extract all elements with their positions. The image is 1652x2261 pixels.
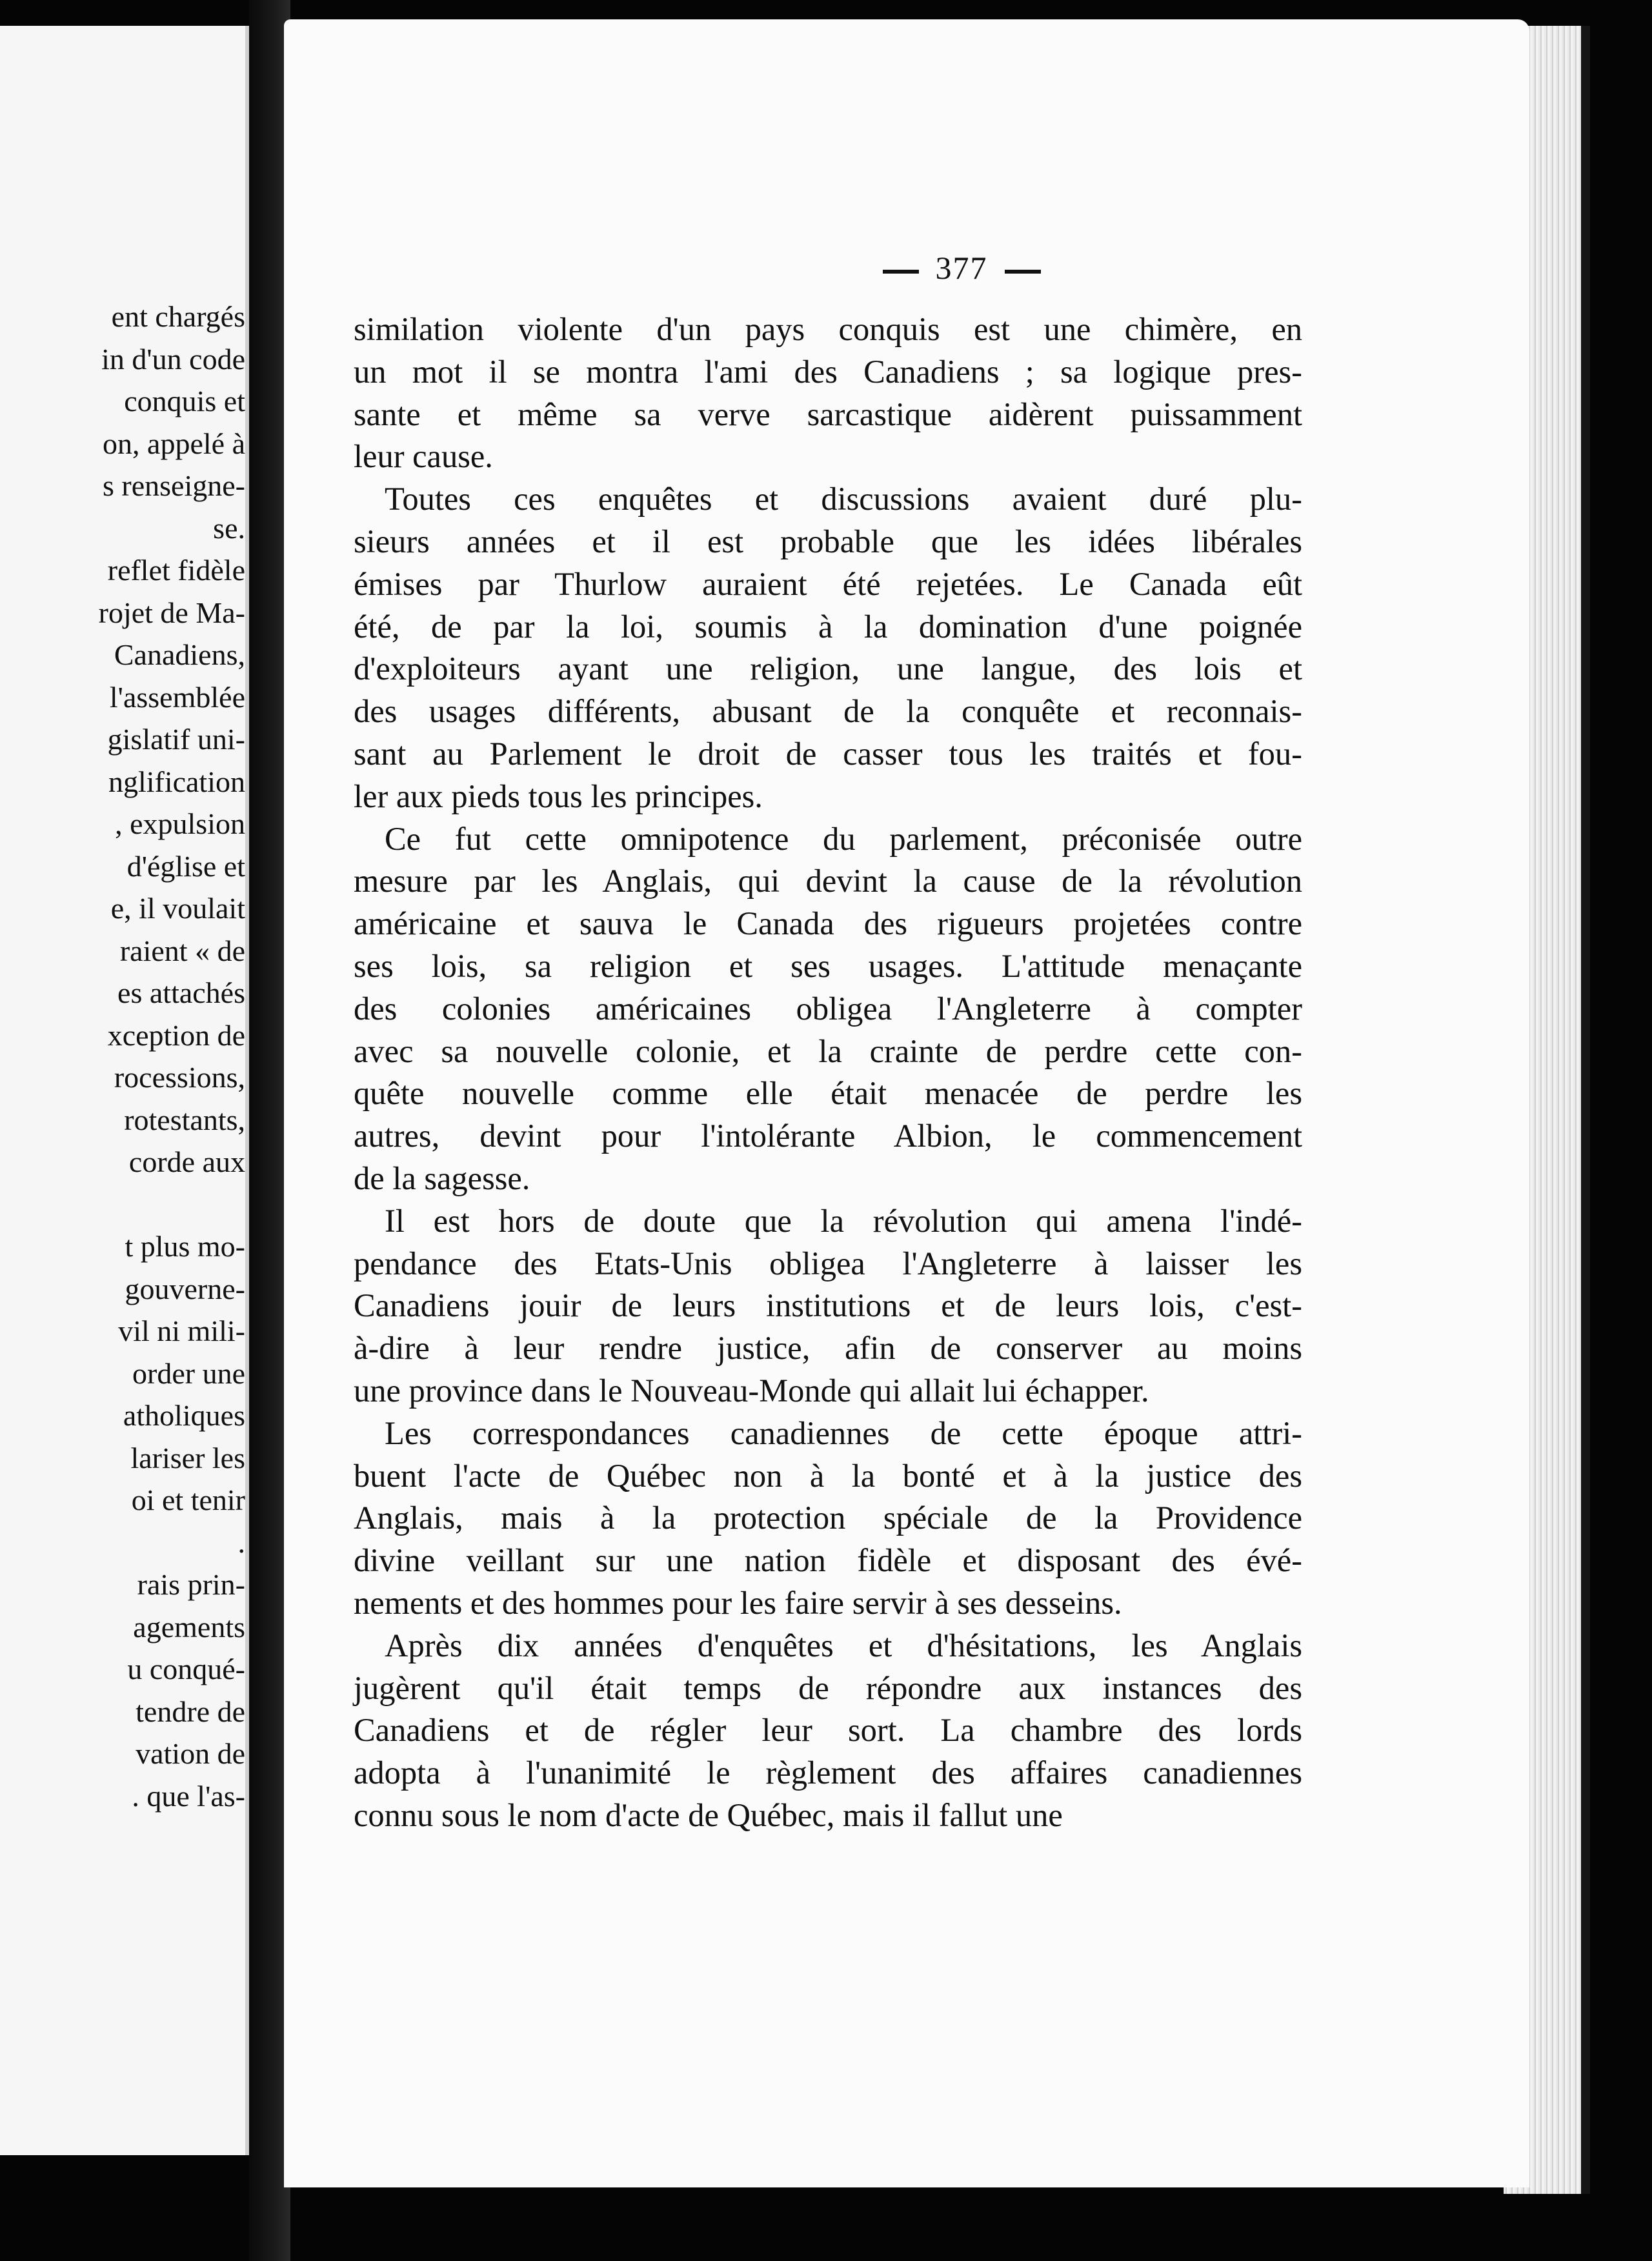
text-line: ses lois, sa religion et ses usages. L'attitude menaçante [354, 947, 1302, 984]
left-page-line: agements [133, 1610, 245, 1643]
left-page-line [0, 1183, 245, 1226]
page-number-dash-right [1005, 270, 1041, 274]
left-page-line: , expulsion [115, 807, 245, 840]
left-page-line: nglification [108, 765, 245, 798]
text-line: été, de par la loi, soumis à la domination d'une poignée [354, 608, 1302, 645]
left-page-line: rocessions, [114, 1061, 245, 1094]
left-page-line: in d'un code [101, 342, 245, 376]
text-line: Les correspondances canadiennes de cette époque attri- [385, 1414, 1302, 1451]
paragraph [354, 818, 1302, 1200]
text-line: Anglais, mais à la protection spéciale de la Providence [354, 1500, 1302, 1536]
left-page-line: . que l'as- [132, 1779, 245, 1813]
text-line: buent l'acte de Québec non à la bonté et à la justice des [354, 1457, 1302, 1494]
text-line: Il est hors de doute que la révolution qui amena l'indé- [385, 1202, 1302, 1239]
left-page-line: reflet fidèle [107, 554, 245, 587]
left-page-line: vation de [136, 1737, 245, 1770]
text-line: pendance des Etats-Unis obligea l'Angleterre à laisser les [354, 1245, 1302, 1281]
text-line: un mot il se montra l'ami des Canadiens ; sa logique pres- [354, 353, 1302, 390]
text-line: autres, devint pour l'intolérante Albion, le commencement [354, 1118, 1302, 1154]
text-line: quête nouvelle comme elle était menacée de perdre les [354, 1075, 1302, 1112]
left-page-line: oi et tenir [131, 1483, 245, 1516]
text-line: des colonies américaines obligea l'Angleterre à compter [354, 990, 1302, 1027]
paragraph [354, 308, 1302, 478]
text-line: de la sagesse. [354, 1160, 530, 1196]
left-page-line: . [237, 1525, 245, 1559]
text-line: sante et même sa verve sarcastique aidèrent puissamment [354, 396, 1302, 432]
text-line: sieurs années et il est probable que les idées libérales [354, 523, 1302, 559]
text-line: d'exploiteurs ayant une religion, une langue, des lois et [354, 650, 1302, 687]
page-number-dash-left [883, 270, 919, 274]
left-page-fragment [0, 26, 249, 2155]
paragraph [354, 478, 1302, 818]
body-text [354, 308, 1302, 1837]
left-page-line: tendre de [136, 1694, 245, 1728]
left-page-line: raient « de [119, 934, 245, 967]
text-line: divine veillant sur une nation fidèle et disposant des évé- [354, 1542, 1302, 1579]
text-line: à-dire à leur rendre justice, afin de conserver au moins [354, 1330, 1302, 1367]
left-page-line: s renseigne- [103, 469, 245, 502]
text-line: ler aux pieds tous les principes. [354, 778, 763, 814]
text-line: jugèrent qu'il était temps de répondre aux instances des [354, 1669, 1302, 1706]
text-line: connu sous le nom d'acte de Québec, mais il fallut une [354, 1796, 1063, 1833]
left-page-line: se. [213, 511, 245, 545]
left-page-line: e, il voulait [110, 892, 245, 925]
text-line: Canadiens jouir de leurs institutions et de leurs lois, c'est- [354, 1287, 1302, 1324]
paragraph [354, 1625, 1302, 1837]
text-line: Canadiens et de régler leur sort. La chambre des lords [354, 1712, 1302, 1749]
text-line: similation violente d'un pays conquis est une chimère, en [354, 311, 1302, 347]
text-line: Après dix années d'enquêtes et d'hésitations, les Anglais [385, 1627, 1302, 1663]
text-line: américaine et sauva le Canada des rigueurs projetées contre [354, 905, 1302, 942]
text-line: Ce fut cette omnipotence du parlement, préconisée outre [385, 820, 1302, 857]
left-page-line: conquis et [124, 385, 245, 417]
left-page-line: lariser les [130, 1441, 245, 1474]
text-line: mesure par les Anglais, qui devint la cause de la révolution [354, 863, 1302, 899]
left-page-line: rotestants, [124, 1103, 245, 1136]
left-page-line: gislatif uni- [107, 723, 245, 756]
text-line: sant au Parlement le droit de casser tous les traités et fou- [354, 735, 1302, 772]
text-line: leur cause. [354, 438, 493, 475]
page-number [284, 249, 1529, 286]
left-page-line: order une [132, 1356, 245, 1390]
left-page-line: es attachés [117, 976, 245, 1009]
left-page-text [0, 296, 245, 1817]
left-page-line: rojet de Ma- [98, 596, 245, 629]
left-page-line: xception de [107, 1018, 245, 1052]
text-line: Toutes ces enquêtes et discussions avaient duré plu- [385, 481, 1302, 518]
left-page-line: gouverne- [125, 1272, 245, 1305]
left-page-line: ent chargés [111, 300, 245, 333]
left-page-line: rais prin- [137, 1568, 245, 1601]
left-page-line: Canadiens, [114, 638, 245, 671]
left-page-line: d'église et [126, 849, 245, 883]
left-page-line: on, appelé à [103, 427, 245, 460]
paragraph [354, 1200, 1302, 1412]
paragraph [354, 1412, 1302, 1625]
text-line: avec sa nouvelle colonie, et la crainte de perdre cette con- [354, 1032, 1302, 1069]
page-number-value: 377 [935, 250, 988, 286]
left-page-line: u conqué- [127, 1653, 245, 1685]
text-line: des usages différents, abusant de la conquête et reconnais- [354, 693, 1302, 730]
left-page-line: vil ni mili- [118, 1314, 245, 1347]
left-page-line: t plus mo- [125, 1230, 245, 1263]
text-line: nements et des hommes pour les faire servir à ses desseins. [354, 1584, 1122, 1621]
left-page-line: l'assemblée [109, 680, 245, 714]
left-page-line: corde aux [128, 1145, 245, 1178]
text-line: émises par Thurlow auraient été rejetées. Le Canada eût [354, 565, 1302, 602]
left-page-line: atholiques [123, 1399, 245, 1432]
text-line: une province dans le Nouveau-Monde qui allait lui échapper. [354, 1372, 1149, 1409]
right-page [284, 19, 1529, 2187]
text-line: adopta à l'unanimité le règlement des affaires canadiennes [354, 1754, 1302, 1791]
